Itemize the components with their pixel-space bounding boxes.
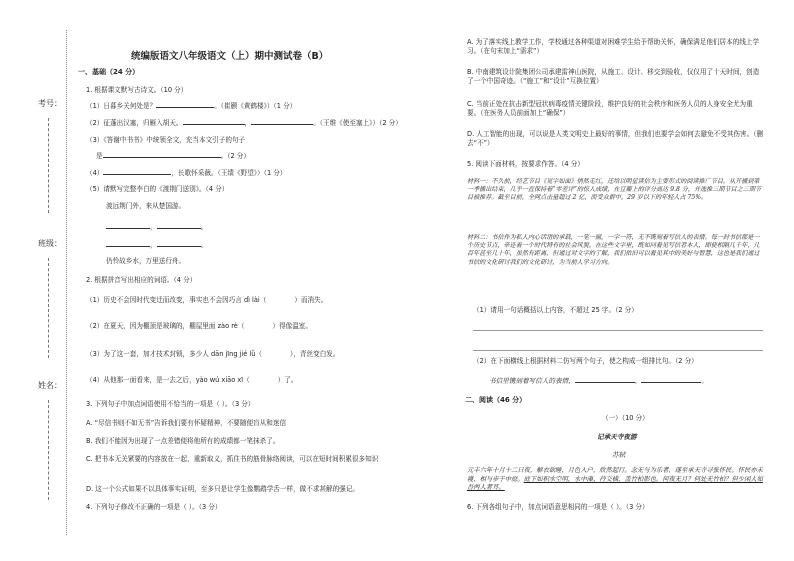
passage-author: 苏轼 <box>612 451 626 459</box>
question-item <box>86 296 327 305</box>
item-text: （4） <box>86 169 104 177</box>
material-two: 材料二：书信作为私人内心话语的承载，一笔一画，一字一符，无不镌刻着写信人的表情。每一封书信都是一个历史节点，牵连着一个时代特有的社会风貌。在这些文字里，既如同看见写信者本人，即使相隔几千年、几百年甚至几十年，虽然有距离，但通过对文字的了解，我们依旧可以看见其中的美好与智慧，这也是我们通过书信的文化研讨我们的文化研讨，为当前人学习方向。 <box>467 234 760 266</box>
question-item <box>86 101 296 111</box>
item-text: 。（王维《使至塞上》）（2 分） <box>313 119 402 127</box>
item-text: ， <box>244 119 252 127</box>
question-stem: 1. 根据课文默写古诗文。（10 分） <box>86 86 188 94</box>
question-stem: 5. 阅读下面材料，按要求作答。（4 分） <box>467 160 584 168</box>
item-text: 是 <box>96 152 103 160</box>
section-heading: 一、基础（24 分） <box>78 68 140 76</box>
question-item <box>86 350 339 359</box>
item-text: （3）为了这一套，加才技术封锁，多少人 dān jīng jié lǜ（ <box>86 350 263 358</box>
answer-blank[interactable] <box>641 376 701 383</box>
question-item: （2）在下面横线上根据材料二仿写两个句子，使之构成一组排比句。（2 分） <box>473 357 698 365</box>
exam-title: 统编版语文八年级语文（上）期中测试卷（B） <box>131 51 329 62</box>
answer-blank[interactable] <box>157 222 201 229</box>
passage-sentence: 元丰六年十月十二日夜，解衣欲睡，月色入户，欣然起行。念无与为乐者，遂至承天寺寻张怀民。怀民亦未寝，相与步于中庭。 <box>467 467 763 483</box>
question-stem: 2. 根据拼音写出相应的词语。（4 分） <box>86 276 197 284</box>
option-a: A. 为了落实线上教学工作，学校通过各种渠道对困难学生给予帮助关怀，确保满足他们居本的线上学习。（在句末加上“需求”） <box>467 38 760 55</box>
question-item: （3）《答谢中书书》中统领全文，充当本文引子的句子 <box>86 136 246 144</box>
section-heading: 二、阅读（46 分） <box>465 396 527 404</box>
poem-line <box>106 222 207 232</box>
item-text: 书信里镌刻着写信人的表情， <box>489 377 575 385</box>
question-item <box>86 118 402 128</box>
option-a: A. “尽信书则不如无书”告诉我们要有怀疑精神，不要随便盲从和迷信 <box>86 419 287 427</box>
poem-line: 渡远荆门外，来从楚国游。 <box>106 202 186 210</box>
passage-title: 记承天寺夜游 <box>597 433 637 441</box>
item-text: ， <box>150 241 157 249</box>
item-text: ）而消失。 <box>294 296 328 304</box>
answer-blank[interactable] <box>575 376 635 383</box>
question-item: 书信里镌刻着写信人的表情， ， 。 <box>489 377 708 385</box>
answer-blank[interactable] <box>103 168 171 175</box>
exam-number-label: 考号： <box>38 99 62 108</box>
question-item <box>86 168 286 178</box>
answer-blank[interactable] <box>156 101 214 108</box>
item-text: 。（崔颢《黄鹤楼》）（1 分） <box>214 102 297 110</box>
name-label: 姓名： <box>38 381 62 390</box>
item-text: （1）历史不会因时代变迁而改变，事实也不会因巧言 dì lài（ <box>86 296 267 304</box>
option-d: D. 这一个公式如果不以具体事实证明，至多只是让学生像鹦鹉学舌一样，做不求甚解的强记。 <box>86 485 360 493</box>
item-text: ， <box>150 223 157 231</box>
binding-line <box>66 30 67 535</box>
item-text: 。 <box>200 241 208 249</box>
answer-blank[interactable] <box>106 222 150 229</box>
item-text: ）了。 <box>277 376 298 384</box>
option-d: D. 人工智能的出现，可以说是人类文明史上最好的事情，但我们也要学会如何去避免不受其伤害。（删去“不”） <box>467 130 764 147</box>
answer-blank[interactable] <box>106 240 150 247</box>
item-text: ），青丝变白发。 <box>290 350 340 358</box>
item-text: （2）征蓬出汉塞，归雁入胡天。 <box>86 119 183 127</box>
question-item <box>96 151 250 161</box>
item-text: 。（2 分） <box>220 152 250 160</box>
question-item: （1）请用一句话概括以上内容，不超过 25 字。（2 分） <box>473 306 638 314</box>
question-stem: 6. 下列各组句子中，加点词语意思相同的一项是（ ）。（3 分） <box>467 503 649 511</box>
option-c: C. 把书本无关紧要的内容放在一起，重新取义，抓住书的筋骨脉络阅读，可以在短时间积累很多知识 <box>86 455 379 463</box>
class-line <box>48 258 49 358</box>
item-text: （2）在夏天，因为棚顶是玻璃的，棚屋里面 zào rè（ <box>86 322 245 330</box>
answer-line[interactable] <box>473 330 763 331</box>
answer-blank[interactable] <box>183 118 245 125</box>
answer-blank[interactable] <box>103 151 221 158</box>
item-text: （1）日暮乡关何处是？ <box>86 102 157 110</box>
option-b: B. 我们不能因为出现了一点差错便将他所有的成绩都一笔抹杀了。 <box>86 437 280 445</box>
question-item: （5）请默写完整李白的《渡荆门送别》。（4 分） <box>86 185 229 193</box>
exam-number-line <box>48 118 49 213</box>
poem-line: 仍怜故乡水，万里送行舟。 <box>106 257 186 265</box>
part-heading: （一）（10 分） <box>602 414 649 422</box>
question-stem: 3. 下列句子中加点词语使用不恰当的一项是（ ）。（3 分） <box>86 400 255 408</box>
name-line <box>48 400 49 500</box>
material-one: 材料一：不久前，经艺节目《见字如面》悄然走红，还给以明星读信为主要形式的阅读推广节目。从开播到第一季播出结束，几乎一直保持着“零差评”的惊人成绩，在豆瓣上的评分高达 9.8 分，并选推三期节目之三期节目被推荐。截至目前，全网点击量超过 2 亿，而受众群中，29 岁以下的年轻人占 75%。 <box>467 178 762 202</box>
class-label: 班级： <box>38 239 62 248</box>
question-item <box>86 376 297 385</box>
answer-blank[interactable] <box>157 240 201 247</box>
option-c: C. 当前正处在抗击新型冠状病毒疫情关键阶段，维护良好的社会秩序和医务人员的人身安全尤为重要。（在医务人员前面加上“确保”） <box>467 100 753 117</box>
option-b: B. 中南建筑设计院集团公司承建雷神山医院，从施工、设计、移交到验收，仅仅用了十天时间，创造了一个中国奇迹。（“施工”和“设计”互换位置） <box>467 68 760 85</box>
answer-blank[interactable] <box>251 118 313 125</box>
passage-text <box>467 467 765 493</box>
answer-line[interactable] <box>473 350 763 351</box>
poem-line <box>106 240 207 250</box>
passage-underlined: 庭下如积水空明，水中藻、荇交横，盖竹柏影也。何夜无月？何处无竹柏？但少闲人如吾两人者耳。 <box>467 475 763 491</box>
question-stem: 4. 下列句子修改不正确的一项是（ ）。（3 分） <box>86 503 222 511</box>
item-text: （4）从他那一面看来，是一去之后，yào wú xiāo xī（ <box>86 376 250 384</box>
question-item <box>86 322 312 331</box>
item-text: ，长歌怀采薇。（王绩《野望》）（1 分） <box>171 169 287 177</box>
item-text: 。 <box>200 223 208 231</box>
item-text: ）得像温室。 <box>272 322 312 330</box>
